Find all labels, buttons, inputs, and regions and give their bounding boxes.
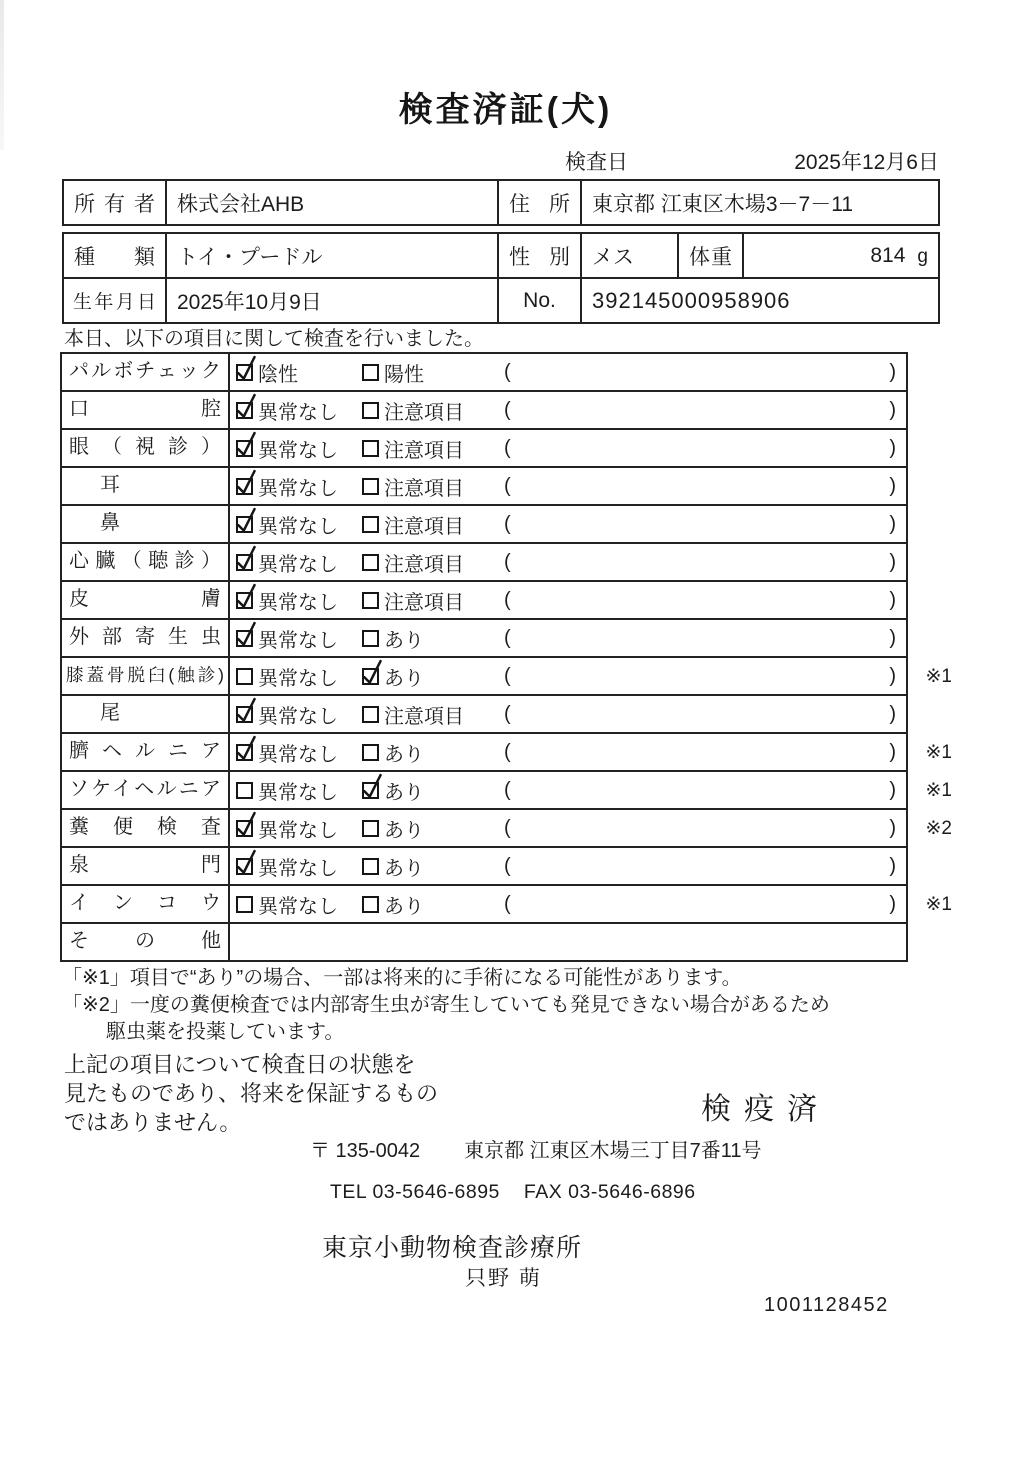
page-title: 検査済証(犬) (398, 91, 613, 129)
check-mark-icon (235, 508, 259, 536)
weight-unit: g (917, 245, 928, 267)
disclaimer-line-2: 見たものであり、将来を保証するもの (64, 1081, 439, 1106)
footnotes (62, 965, 830, 1046)
remarks-paren-close: ) (889, 664, 896, 687)
checklist-row (62, 392, 906, 430)
checklist-row (62, 544, 906, 582)
remarks-paren-close: ) (889, 550, 896, 573)
option-1 (236, 848, 338, 884)
remarks-paren-open: ( (504, 854, 511, 877)
checklist-table (60, 352, 952, 962)
checkbox-option-2 (362, 820, 379, 837)
checkbox-option-1 (236, 896, 253, 913)
option-2-label: あり (384, 857, 424, 880)
checklist-item-label: 臍ヘルニア (62, 734, 230, 770)
remarks-paren-open: ( (504, 740, 511, 763)
option-1 (236, 544, 338, 580)
option-1-label: 異常なし (258, 477, 338, 500)
checkbox-option-1 (236, 478, 253, 495)
check-mark-icon (235, 546, 259, 574)
option-1 (236, 430, 338, 466)
check-mark-icon (235, 812, 259, 840)
option-2 (362, 658, 424, 694)
remarks-paren-close: ) (889, 778, 896, 801)
remarks-paren-close: ) (889, 436, 896, 459)
option-1 (236, 582, 338, 618)
remarks-paren-close: ) (889, 854, 896, 877)
checkbox-option-1 (236, 516, 253, 533)
checklist-item-label: 眼（視診） (62, 430, 230, 466)
option-1-label: 異常なし (258, 515, 338, 538)
clinic-contact-line (330, 1181, 696, 1204)
option-2 (362, 696, 464, 732)
option-1-label: 異常なし (258, 781, 338, 804)
option-1-label: 異常なし (258, 895, 338, 918)
option-1-label: 異常なし (258, 819, 338, 842)
checkbox-option-1 (236, 592, 253, 609)
owner-address-label: 住所 (498, 180, 581, 225)
checklist-item-label: その他 (62, 924, 230, 960)
checkbox-option-2 (362, 516, 379, 533)
remarks-paren-open: ( (504, 892, 511, 915)
breed-label: 種類 (63, 233, 166, 278)
option-2 (362, 734, 424, 770)
remarks-paren-open: ( (504, 550, 511, 573)
weight-label: 体重 (678, 233, 743, 278)
checkbox-option-2 (362, 782, 379, 799)
option-2-label: 注意項目 (384, 553, 464, 576)
footnote-reference: ※1 (925, 665, 952, 687)
checklist-item-label: インコウ (62, 886, 230, 922)
checklist-item-content (230, 620, 906, 656)
checklist-item-label: パルボチェック (62, 354, 230, 390)
option-2 (362, 886, 424, 922)
option-2 (362, 354, 424, 390)
option-2-label: 注意項目 (384, 591, 464, 614)
birth-label: 生年月日 (63, 278, 166, 323)
remarks-paren-close: ) (889, 360, 896, 383)
veterinarian-name: 只野 萌 (465, 1267, 542, 1290)
disclaimer-line-3: ではありません。 (64, 1110, 242, 1135)
remarks-paren-close: ) (889, 512, 896, 535)
option-2 (362, 468, 464, 504)
option-1 (236, 696, 338, 732)
option-1 (236, 886, 338, 922)
option-2-label: 注意項目 (384, 477, 464, 500)
weight-value: 814 (870, 243, 906, 267)
option-1-label: 異常なし (258, 667, 338, 690)
checklist-item-content (230, 848, 906, 884)
option-2-label: あり (384, 743, 424, 766)
checkbox-option-1 (236, 668, 253, 685)
check-mark-icon (235, 470, 259, 498)
clinic-address-line (310, 1134, 762, 1163)
checkbox-option-1 (236, 364, 253, 381)
option-1 (236, 506, 338, 542)
option-2-label: 注意項目 (384, 705, 464, 728)
option-2 (362, 544, 464, 580)
checkbox-option-2 (362, 630, 379, 647)
option-1 (236, 620, 338, 656)
check-mark-icon (235, 698, 259, 726)
clinic-name: 東京小動物検査診療所 (322, 1234, 583, 1262)
checkbox-option-1 (236, 402, 253, 419)
inspection-date-row (565, 146, 939, 176)
sex-value: メス (581, 233, 678, 278)
footnote-reference: ※1 (925, 741, 952, 763)
checklist-item-label: 皮膚 (62, 582, 230, 618)
checklist-item-label: 心臓（聴診） (62, 544, 230, 580)
check-mark-icon (235, 584, 259, 612)
remarks-paren-open: ( (504, 664, 511, 687)
disclaimer-line-1: 上記の項目について検査日の状態を (64, 1052, 416, 1077)
checklist-item-content (230, 468, 906, 504)
checkbox-option-1 (236, 820, 253, 837)
owner-table (62, 179, 940, 226)
checklist-row (62, 810, 952, 848)
check-mark-icon (235, 622, 259, 650)
check-mark-icon (235, 394, 259, 422)
owner-label: 所有者 (63, 180, 166, 225)
owner-row (63, 180, 939, 225)
disclaimer-text (64, 1050, 438, 1137)
remarks-paren-open: ( (504, 816, 511, 839)
checklist-row (62, 886, 952, 924)
checklist-item-content (230, 582, 906, 618)
checklist-item-label: 泉門 (62, 848, 230, 884)
checkbox-option-2 (362, 554, 379, 571)
checkbox-option-2 (362, 668, 379, 685)
remarks-paren-open: ( (504, 588, 511, 611)
checklist-item-content (230, 392, 906, 428)
option-2-label: あり (384, 819, 424, 842)
checklist-item-label: 糞便検査 (62, 810, 230, 846)
option-1-label: 異常なし (258, 401, 338, 424)
option-2 (362, 620, 424, 656)
footnote-2-continued: 駆虫薬を投薬しています。 (106, 1021, 345, 1043)
checkbox-option-2 (362, 402, 379, 419)
option-2-label: あり (384, 629, 424, 652)
checklist-row (62, 468, 906, 506)
checklist-row (62, 734, 952, 772)
check-mark-icon (235, 850, 259, 878)
checkbox-option-1 (236, 706, 253, 723)
checklist-item-content (230, 924, 906, 960)
checkbox-option-1 (236, 630, 253, 647)
breed-value: トイ・プードル (166, 233, 498, 278)
checkbox-option-1 (236, 554, 253, 571)
option-1 (236, 734, 338, 770)
checkbox-option-1 (236, 744, 253, 761)
checklist-row (62, 772, 952, 810)
footnote-reference: ※1 (925, 893, 952, 915)
remarks-paren-open: ( (504, 512, 511, 535)
remarks-paren-close: ) (889, 474, 896, 497)
remarks-paren-close: ) (889, 816, 896, 839)
checklist-item-content (230, 810, 906, 846)
option-2-label: あり (384, 667, 424, 690)
option-1-label: 異常なし (258, 705, 338, 728)
check-mark-icon (361, 660, 385, 688)
checklist-item-content (230, 544, 906, 580)
remarks-paren-open: ( (504, 398, 511, 421)
checklist-item-label: ソケイヘルニア (62, 772, 230, 808)
option-2 (362, 848, 424, 884)
option-1 (236, 354, 298, 390)
checklist-row (62, 848, 906, 886)
quarantine-stamp: 検疫済 (701, 1093, 830, 1126)
remarks-paren-close: ) (889, 588, 896, 611)
checklist-item-label: 膝蓋骨脱臼(触診) (62, 658, 230, 694)
birth-value: 2025年10月9日 (166, 278, 498, 323)
check-mark-icon (235, 356, 259, 384)
no-value: 392145000958906 (581, 278, 939, 323)
checklist-item-label: 尾 (62, 696, 230, 732)
option-2-label: 注意項目 (384, 515, 464, 538)
remarks-paren-open: ( (504, 360, 511, 383)
checklist-item-label: 口腔 (62, 392, 230, 428)
option-1 (236, 658, 338, 694)
checklist-item-content (230, 696, 906, 732)
checkbox-option-2 (362, 706, 379, 723)
remarks-paren-close: ) (889, 892, 896, 915)
owner-address: 東京都 江東区木場3－7－11 (581, 180, 939, 225)
pet-row-1 (63, 233, 939, 278)
clinic-address: 東京都 江東区木場三丁目7番11号 (464, 1140, 762, 1162)
clinic-fax: FAX 03-5646-6896 (523, 1181, 696, 1203)
remarks-paren-open: ( (504, 778, 511, 801)
clinic-postal-code: 〒 135-0042 (310, 1140, 421, 1162)
option-1-label: 異常なし (258, 629, 338, 652)
option-2-label: あり (384, 781, 424, 804)
option-1 (236, 468, 338, 504)
option-2-label: 注意項目 (384, 439, 464, 462)
checklist-item-content (230, 354, 906, 390)
remarks-paren-open: ( (504, 474, 511, 497)
checklist-item-content (230, 772, 906, 808)
remarks-paren-close: ) (889, 702, 896, 725)
checkbox-option-1 (236, 782, 253, 799)
checklist-row (62, 620, 906, 658)
check-mark-icon (235, 736, 259, 764)
checklist-row (62, 582, 906, 620)
option-2 (362, 582, 464, 618)
remarks-paren-open: ( (504, 626, 511, 649)
checklist-item-content (230, 430, 906, 466)
checkbox-option-2 (362, 478, 379, 495)
check-mark-icon (235, 432, 259, 460)
option-1-label: 異常なし (258, 591, 338, 614)
pet-row-2 (63, 278, 939, 323)
remarks-paren-open: ( (504, 436, 511, 459)
option-1-label: 異常なし (258, 553, 338, 576)
checklist-row (62, 506, 906, 544)
checklist-row (62, 924, 906, 960)
option-1-label: 異常なし (258, 857, 338, 880)
remarks-paren-close: ) (889, 740, 896, 763)
check-mark-icon (361, 774, 385, 802)
option-2 (362, 506, 464, 542)
checklist-item-label: 鼻 (62, 506, 230, 542)
checkbox-option-2 (362, 364, 379, 381)
sex-label: 性別 (498, 233, 581, 278)
option-2 (362, 392, 464, 428)
checklist-row (62, 696, 906, 734)
weight-value-cell (743, 233, 939, 278)
checklist-row (62, 658, 952, 696)
registration-number: 1001128452 (764, 1294, 889, 1316)
footnote-reference: ※2 (925, 817, 952, 839)
option-2-label: 陽性 (384, 363, 424, 386)
footnote-2: 「※2」一度の糞便検査では内部寄生虫が寄生していても発見できない場合があるため (62, 994, 830, 1016)
intro-sentence: 本日、以下の項目に関して検査を行いました。 (64, 328, 484, 350)
option-2 (362, 772, 424, 808)
option-1 (236, 772, 338, 808)
checklist-item-label: 外部寄生虫 (62, 620, 230, 656)
checkbox-option-2 (362, 896, 379, 913)
checklist-item-content (230, 658, 906, 694)
checklist-item-label: 耳 (62, 468, 230, 504)
checkbox-option-2 (362, 744, 379, 761)
no-label: No. (498, 278, 581, 323)
checklist-row (62, 430, 906, 468)
footnote-1: 「※1」項目で“あり”の場合、一部は将来的に手術になる可能性があります。 (62, 967, 742, 989)
option-1 (236, 810, 338, 846)
option-1-label: 異常なし (258, 439, 338, 462)
option-1 (236, 392, 338, 428)
checklist-item-content (230, 886, 906, 922)
option-2 (362, 810, 424, 846)
remarks-paren-close: ) (889, 398, 896, 421)
inspection-date-label: 検査日 (565, 151, 628, 174)
checklist-row (62, 354, 906, 392)
inspection-date-value: 2025年12月6日 (794, 151, 939, 174)
remarks-paren-close: ) (889, 626, 896, 649)
clinic-tel: TEL 03-5646-6895 (330, 1181, 500, 1203)
owner-name: 株式会社AHB (166, 180, 498, 225)
checkbox-option-2 (362, 592, 379, 609)
option-2 (362, 430, 464, 466)
option-2-label: 注意項目 (384, 401, 464, 424)
option-1-label: 異常なし (258, 743, 338, 766)
checkbox-option-1 (236, 440, 253, 457)
remarks-paren-open: ( (504, 702, 511, 725)
option-2-label: あり (384, 895, 424, 918)
checklist-item-content (230, 734, 906, 770)
checkbox-option-2 (362, 440, 379, 457)
checkbox-option-2 (362, 858, 379, 875)
checklist-item-content (230, 506, 906, 542)
option-1-label: 陰性 (258, 363, 298, 386)
checkbox-option-1 (236, 858, 253, 875)
pet-table (62, 232, 940, 324)
footnote-reference: ※1 (925, 779, 952, 801)
